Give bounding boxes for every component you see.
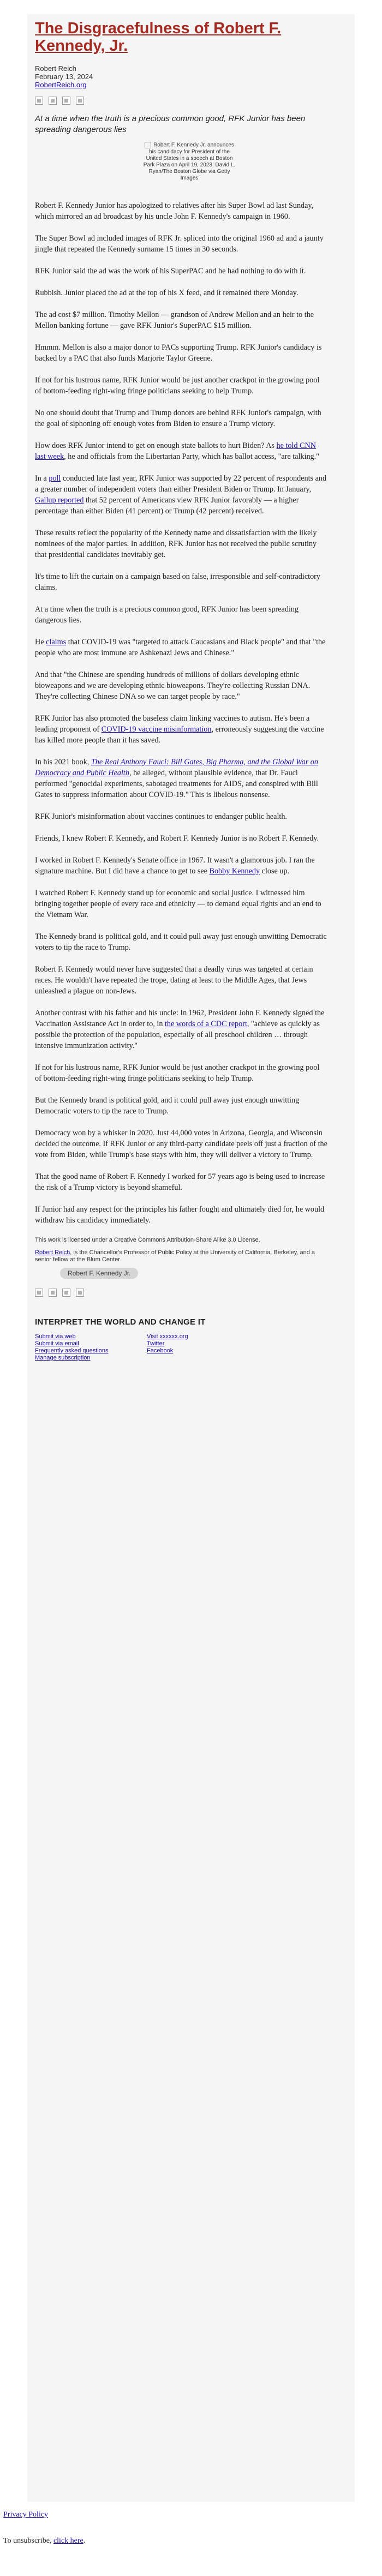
unsubscribe-link[interactable]: click here <box>53 2537 83 2545</box>
paragraph: At a time when the truth is a precious common good, RFK Junior has been spreading dangerous lies. <box>35 604 299 625</box>
book-link[interactable]: The Real Anthony Fauci: Bill Gates, Big Pharma, and the Global War on Democracy and Public Health <box>35 757 318 777</box>
gallup-link[interactable]: Gallup reported <box>35 495 84 505</box>
faq-link[interactable]: Frequently asked questions <box>35 1347 109 1354</box>
author-bio-link[interactable]: Robert Reich <box>35 1249 70 1256</box>
cdc-report-link[interactable]: the words of a CDC report <box>164 1019 247 1028</box>
article-header <box>27 20 344 182</box>
paragraph: How does RFK Junior intend to get on enough state ballots to hurt Biden? As he told CNN last week, he and officials from the Libertarian Party, which has ballot access, "are talking." <box>35 441 319 461</box>
facebook-share-icon[interactable] <box>35 97 43 105</box>
image-caption: Robert F. Kennedy Jr. announces his candidacy for President of the United States in a speech at Boston Park Plaza on April 19, 2023. David L. Ryan/The Boston Globe via Getty Images <box>143 142 236 181</box>
paragraph: These results reflect the popularity of the Kennedy name and dissatisfaction with the likely nominees of the major parties. In addition, RFK Junior has not received the public scrutiny that presidential candidates inevitably get. <box>35 528 317 559</box>
promo-title: INTERPRET THE WORLD AND CHANGE IT <box>35 1317 206 1327</box>
promo-section <box>35 1317 327 1361</box>
facebook-icon[interactable] <box>35 1289 43 1297</box>
paragraph: Robert F. Kennedy Junior has apologized to relatives after his Super Bowl ad last Sunday, which mirrored an ad broadcast by his uncle John F. Kennedy's campaign in 1960. <box>35 201 314 221</box>
site-link[interactable]: RobertReich.org <box>35 81 87 89</box>
cnn-link[interactable]: he told CNN last week <box>35 441 317 461</box>
twitter-link[interactable]: Twitter <box>147 1340 165 1347</box>
paragraph: Another contrast with his father and his uncle: In 1962, President John F. Kennedy signed the Vaccination Assistance Act in order to, in the words of a CDC report, "achieve as quickly as possible the protection of the population, especially of all preschool children … through intensive immunization activity." <box>35 1008 325 1050</box>
paragraph: I worked in Robert F. Kennedy's Senate office in 1967. It wasn't a glamorous job. I ran the signature machine. But I did have a chance to get to see Bobby Kennedy close up. <box>35 855 315 876</box>
author-bio: Robert Reich, is the Chancellor's Professor of Public Policy at the University of California, Berkeley, and a senior fellow at the Blum Center <box>35 1249 315 1263</box>
article-figure <box>142 142 236 182</box>
paragraph: It's time to lift the curtain on a campaign based on false, irresponsible and self-contradictory claims. <box>35 572 320 592</box>
submit-email-link[interactable]: Submit via email <box>35 1340 79 1347</box>
privacy-policy-link[interactable]: Privacy Policy <box>3 2511 49 2519</box>
paragraph: That the good name of Robert F. Kennedy I worked for 57 years ago is being used to increase the risk of a Trump victory is beyond shameful. <box>35 1172 325 1192</box>
paragraph: In a poll conducted late last year, RFK Junior was supported by 22 percent of respondents and a greater number of independent voters than either President Biden or Trump. In January, Gallup reported that 52 percent of Americans view RFK Junior favorably — a higher percentage than either Biden (41 percent) or Trump (42 percent) received. <box>35 474 327 516</box>
paragraph: Democracy won by a whisker in 2020. Just 44,000 votes in Arizona, Georgia, and Wisconsin decided the outcome. If RFK Junior or any third-party candidate peels off just a fraction of the vote from Biden, while Trump's base stays with him, they will deliver a victory to Trump. <box>35 1128 327 1159</box>
paragraph: In his 2021 book, The Real Anthony Fauci: Bill Gates, Big Pharma, and the Global War on Democracy and Public Health, he alleged, without plausible evidence, that Dr. Fauci performed "genocidal experiments, sabotaged treatments for AIDS, and conspired with Bill Gates to suppress information about COVID-19." This is libelous nonsense. <box>35 757 318 799</box>
email-share-icon[interactable] <box>62 97 70 105</box>
newsletter-card <box>27 14 355 2502</box>
manage-subscription-link[interactable]: Manage subscription <box>35 1354 91 1361</box>
submit-web-link[interactable]: Submit via web <box>35 1333 76 1340</box>
link-icon[interactable] <box>76 1289 84 1297</box>
visit-site-link[interactable]: Visit xxxxxx.org <box>147 1333 188 1340</box>
claims-link[interactable]: claims <box>46 637 67 646</box>
paragraph: RFK Junior's misinformation about vaccines continues to endanger public health. <box>35 812 287 821</box>
publish-date: February 13, 2024 <box>35 73 93 81</box>
vaccine-misinformation-link[interactable]: COVID-19 vaccine misinformation <box>101 724 212 734</box>
paragraph: If not for his lustrous name, RFK Junior would be just another crackpot in the growing pool of bottom-feeding right-wing fringe politicians seeking to help Trump. <box>35 1063 320 1083</box>
article-body <box>27 200 355 1226</box>
bobby-kennedy-link[interactable]: Bobby Kennedy <box>209 866 260 876</box>
unsubscribe-line: To unsubscribe, click here. <box>3 2537 86 2545</box>
license-note: This work is licensed under a Creative Commons Attribution-Share Alike 3.0 License. <box>35 1236 260 1243</box>
paragraph: If Junior had any respect for the principles his father fought and ultimately died for, he would withdraw his candidacy immediately. <box>35 1205 325 1225</box>
paragraph: If not for his lustrous name, RFK Junior would be just another crackpot in the growing pool of bottom-feeding right-wing fringe politicians seeking to help Trump. <box>35 375 320 396</box>
paragraph: Robert F. Kennedy would never have suggested that a deadly virus was targeted at certain races. He wouldn't have repeated the trope, dating at least to the Middle Ages, that Jews unleashed a plague on non-Jews. <box>35 964 313 996</box>
print-share-icon[interactable] <box>76 97 84 105</box>
email-icon[interactable] <box>62 1289 70 1297</box>
paragraph: Rubbish. Junior placed the ad at the top of his X feed, and it remained there Monday. <box>35 288 299 297</box>
twitter-share-icon[interactable] <box>49 97 57 105</box>
page-footer <box>3 2509 85 2562</box>
paragraph: RFK Junior has also promoted the baseless claim linking vaccines to autism. He's been a leading proponent of COVID-19 vaccine misinformation, erroneously suggesting the vaccine has killed more people than it has saved. <box>35 714 324 745</box>
broken-image-icon <box>145 142 151 148</box>
paragraph: RFK Junior said the ad was the work of his SuperPAC and he had nothing to do with it. <box>35 266 306 275</box>
promo-links <box>35 1333 327 1361</box>
paragraph: And that "the Chinese are spending hundreds of millions of dollars developing ethnic bioweapons and we are developing ethnic bioweapons. They're collecting Russian DNA. They're collecting Chinese DNA so we can target people by race." <box>35 670 311 701</box>
twitter-icon[interactable] <box>49 1289 57 1297</box>
article-title[interactable]: The Disgracefulness of Robert F. Kennedy, Jr. <box>35 20 282 55</box>
social-icons <box>35 1289 327 1297</box>
paragraph: Friends, I knew Robert F. Kennedy, and Robert F. Kennedy Junior is no Robert F. Kennedy. <box>35 834 319 843</box>
paragraph: No one should doubt that Trump and Trump donors are behind RFK Junior's campaign, with the goal of siphoning off enough votes from Biden to ensure a Trump victory. <box>35 408 321 428</box>
paragraph: I watched Robert F. Kennedy stand up for economic and social justice. I witnessed him bringing together people of every race and ethnicity — to demand equal rights and an end to the Vietnam War. <box>35 888 321 919</box>
paragraph: The Super Bowl ad included images of RFK Jr. spliced into the original 1960 ad and a jaunty jingle that repeated the Kennedy surname 15 times in 30 seconds. <box>35 233 324 254</box>
byline <box>35 64 344 89</box>
article-lede: At a time when the truth is a precious common good, RFK Junior has been spreading dangerous lies <box>35 114 306 134</box>
poll-link[interactable]: poll <box>49 474 61 483</box>
article-tail <box>27 1237 355 1361</box>
topic-tag-button[interactable]: Robert F. Kennedy Jr. <box>60 1268 138 1279</box>
author-name: Robert Reich <box>35 64 76 73</box>
paragraph: The ad cost $7 million. Timothy Mellon — grandson of Andrew Mellon and an heir to the Mellon banking fortune — gave RFK Junior's SuperPAC $15 million. <box>35 310 314 330</box>
facebook-link[interactable]: Facebook <box>147 1347 174 1354</box>
paragraph: The Kennedy brand is political gold, and it could pull away just enough unwitting Democratic voters to tip the race to Trump. <box>35 932 327 952</box>
paragraph: He claims that COVID-19 was "targeted to attack Caucasians and Black people" and that "the people who are most immune are Ashkenazi Jews and Chinese." <box>35 637 326 657</box>
paragraph: Hmmm. Mellon is also a major donor to PACs supporting Trump. RFK Junior's candidacy is backed by a PAC that also funds Marjorie Taylor Greene. <box>35 343 322 363</box>
share-icons <box>35 97 344 105</box>
paragraph: But the Kennedy brand is political gold, and it could pull away just enough unwitting Democratic voters to tip the race to Trump. <box>35 1095 300 1116</box>
